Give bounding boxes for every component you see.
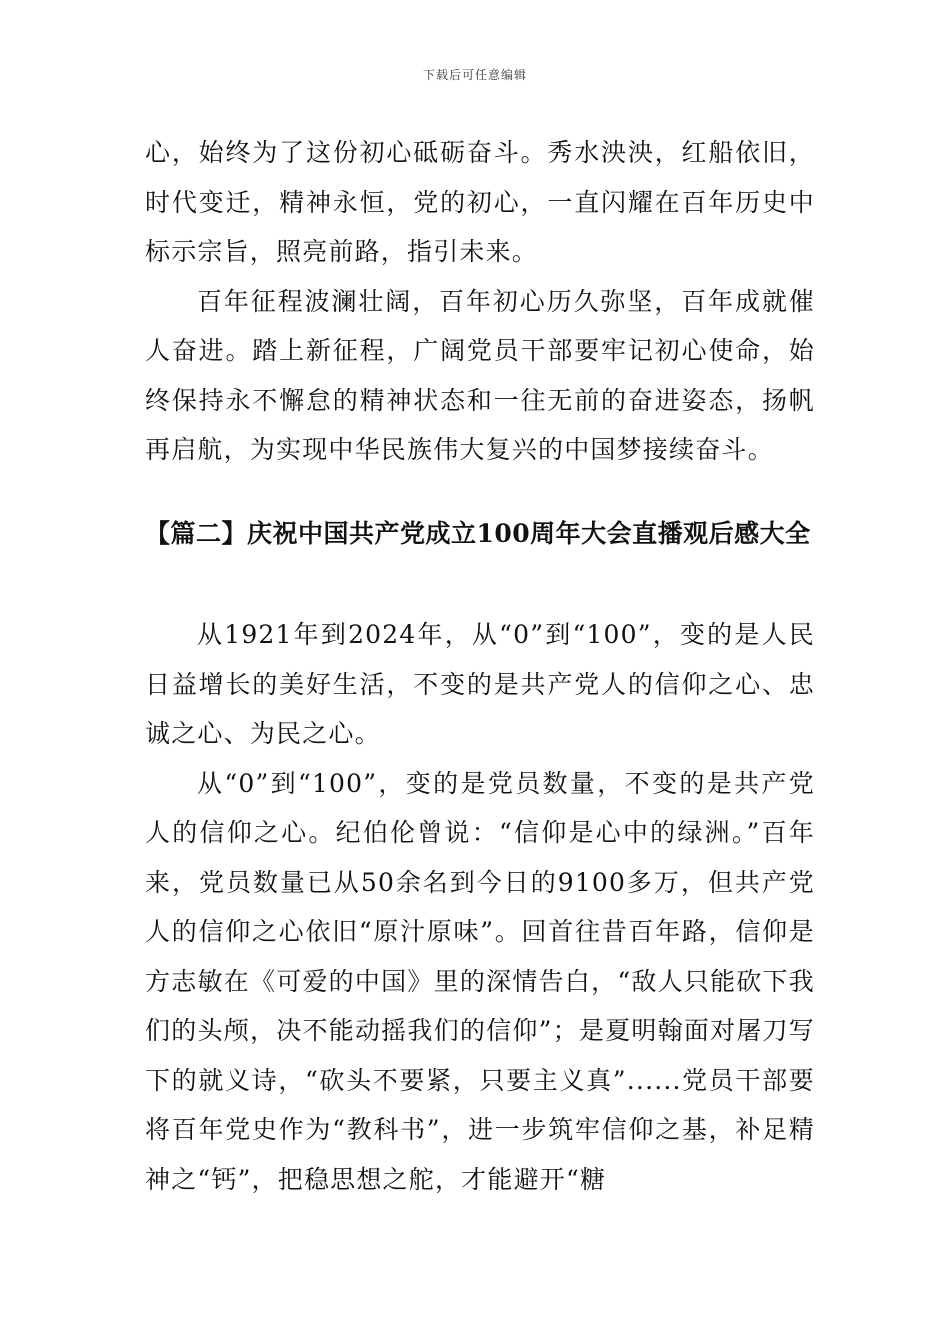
document-body (145, 128, 815, 1204)
page-header-note: 下载后可任意编辑 (422, 68, 527, 82)
paragraph: 从1921年到2024年，从“0”到“100”，变的是人民日益增长的美好生活，不变的是共产党人的信仰之心、忠诚之心、为民之心。 (145, 620, 815, 748)
paragraph: 从“0”到“100”，变的是党员数量，不变的是共产党人的信仰之心。纪伯伦曾说：“信仰是心中的绿洲。”百年来，党员数量已从50余名到今日的9100多万，但共产党人的信仰之心依旧“原汁原味”。回首往昔百年路，信仰是方志敏在《可爱的中国》里的深情告白，“敌人只能砍下我们的头颅，决不能动摇我们的信仰”；是夏明翰面对屠刀写下的就义诗，“砍头不要紧，只要主义真”......党员干部要将百年党史作为“教科书”，进一步筑牢信仰之基，补足精神之“钙”，把稳思想之舵，才能避开“糖 (145, 768, 815, 1194)
paragraph-continued: 心，始终为了这份初心砥砺奋斗。秀水泱泱，红船依旧，时代变迁，精神永恒，党的初心，一直闪耀在百年历史中标示宗旨，照亮前路，指引未来。 (145, 138, 815, 266)
paragraph: 百年征程波澜壮阔，百年初心历久弥坚，百年成就催人奋进。踏上新征程，广阔党员干部要牢记初心使命，始终保持永不懈怠的精神状态和一往无前的奋进姿态，扬帆再启航，为实现中华民族伟大复兴的中国梦接续奋斗。 (145, 286, 815, 464)
section-heading: 【篇二】庆祝中国共产党成立100周年大会直播观后感大全 (145, 518, 811, 548)
